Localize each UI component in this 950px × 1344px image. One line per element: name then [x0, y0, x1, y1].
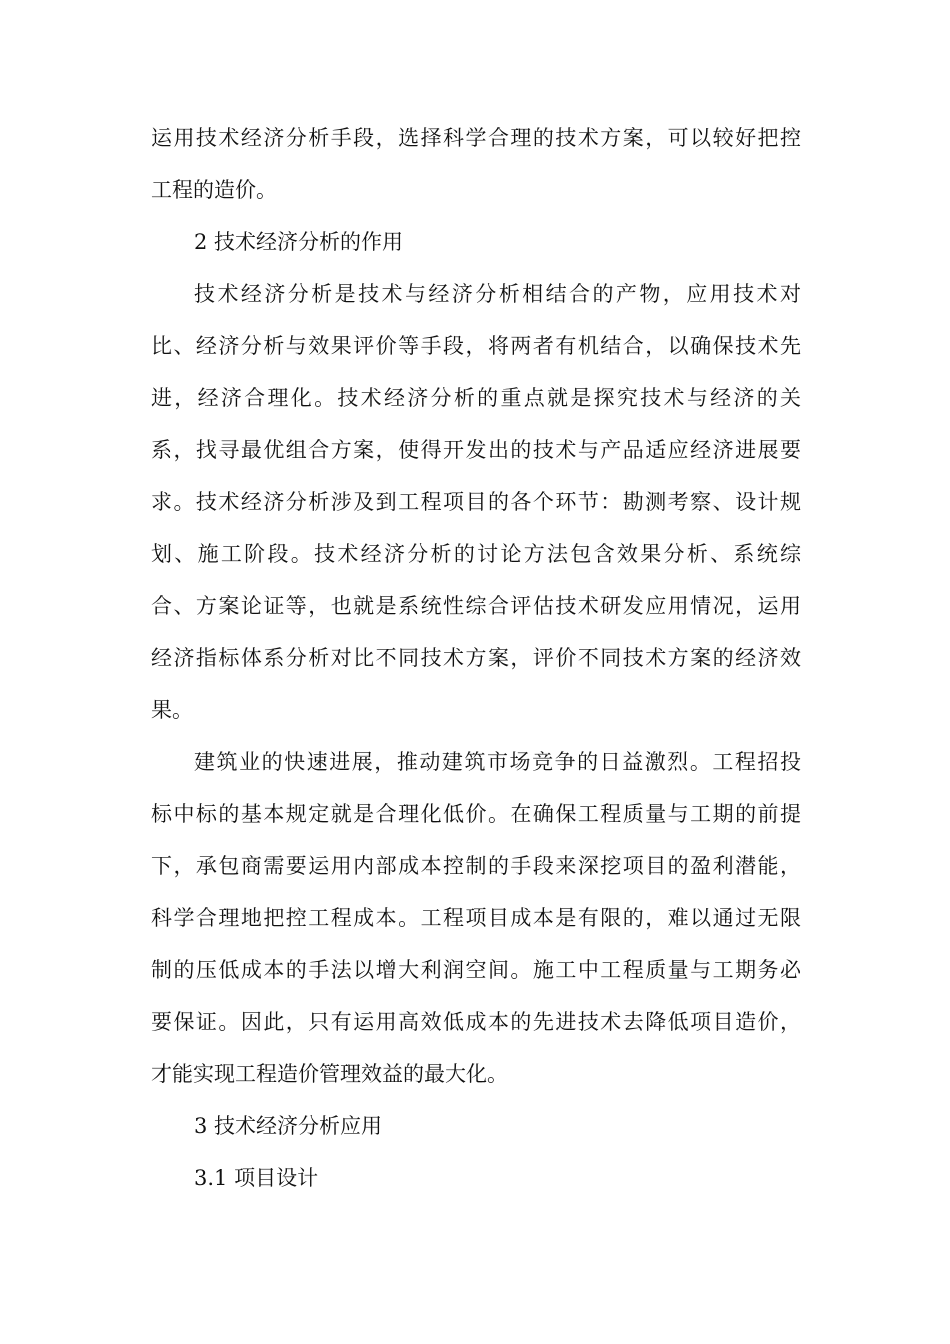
text-line: 比、经济分析与效果评价等手段，将两者有机结合，以确保技术先 [151, 334, 801, 358]
text-line: 标中标的基本规定就是合理化低价。在确保工程质量与工期的前提 [151, 802, 801, 826]
text-line: 求。技术经济分析涉及到工程项目的各个环节：勘测考察、设计规 [151, 490, 801, 514]
text-line: 下，承包商需要运用内部成本控制的手段来深挖项目的盈利潜能， [151, 854, 801, 878]
document-body [151, 112, 801, 1204]
text-line: 要保证。因此，只有运用高效低成本的先进技术去降低项目造价， [151, 1010, 801, 1034]
text-line: 运用技术经济分析手段，选择科学合理的技术方案，可以较好把控 [151, 126, 801, 150]
text-line: 制的压低成本的手法以增大利润空间。施工中工程质量与工期务必 [151, 958, 801, 982]
text-line: 工程的造价。 [151, 178, 277, 202]
text-line: 划、施工阶段。技术经济分析的讨论方法包含效果分析、系统综 [151, 542, 801, 566]
text-line: 果。 [151, 698, 193, 722]
text-line: 科学合理地把控工程成本。工程项目成本是有限的，难以通过无限 [151, 906, 801, 930]
intro-paragraph [151, 112, 801, 216]
text-line: 经济指标体系分析对比不同技术方案，评价不同技术方案的经济效 [151, 646, 801, 670]
text-line: 合、方案论证等，也就是系统性综合评估技术研发应用情况，运用 [151, 594, 801, 618]
section2-paragraph-2 [151, 736, 801, 1100]
subsection-heading-3-1: 3.1 项目设计 [194, 1166, 319, 1190]
section-heading-3: 3 技术经济分析应用 [194, 1114, 383, 1138]
section-heading-2: 2 技术经济分析的作用 [194, 230, 404, 254]
section2-paragraph-1 [151, 268, 801, 736]
text-line: 进，经济合理化。技术经济分析的重点就是探究技术与经济的关 [151, 386, 801, 410]
text-line: 技术经济分析是技术与经济分析相结合的产物，应用技术对 [194, 282, 801, 306]
text-line: 建筑业的快速进展，推动建筑市场竞争的日益激烈。工程招投 [194, 750, 801, 774]
text-line: 系，找寻最优组合方案，使得开发出的技术与产品适应经济进展要 [151, 438, 801, 462]
text-line: 才能实现工程造价管理效益的最大化。 [151, 1062, 508, 1086]
